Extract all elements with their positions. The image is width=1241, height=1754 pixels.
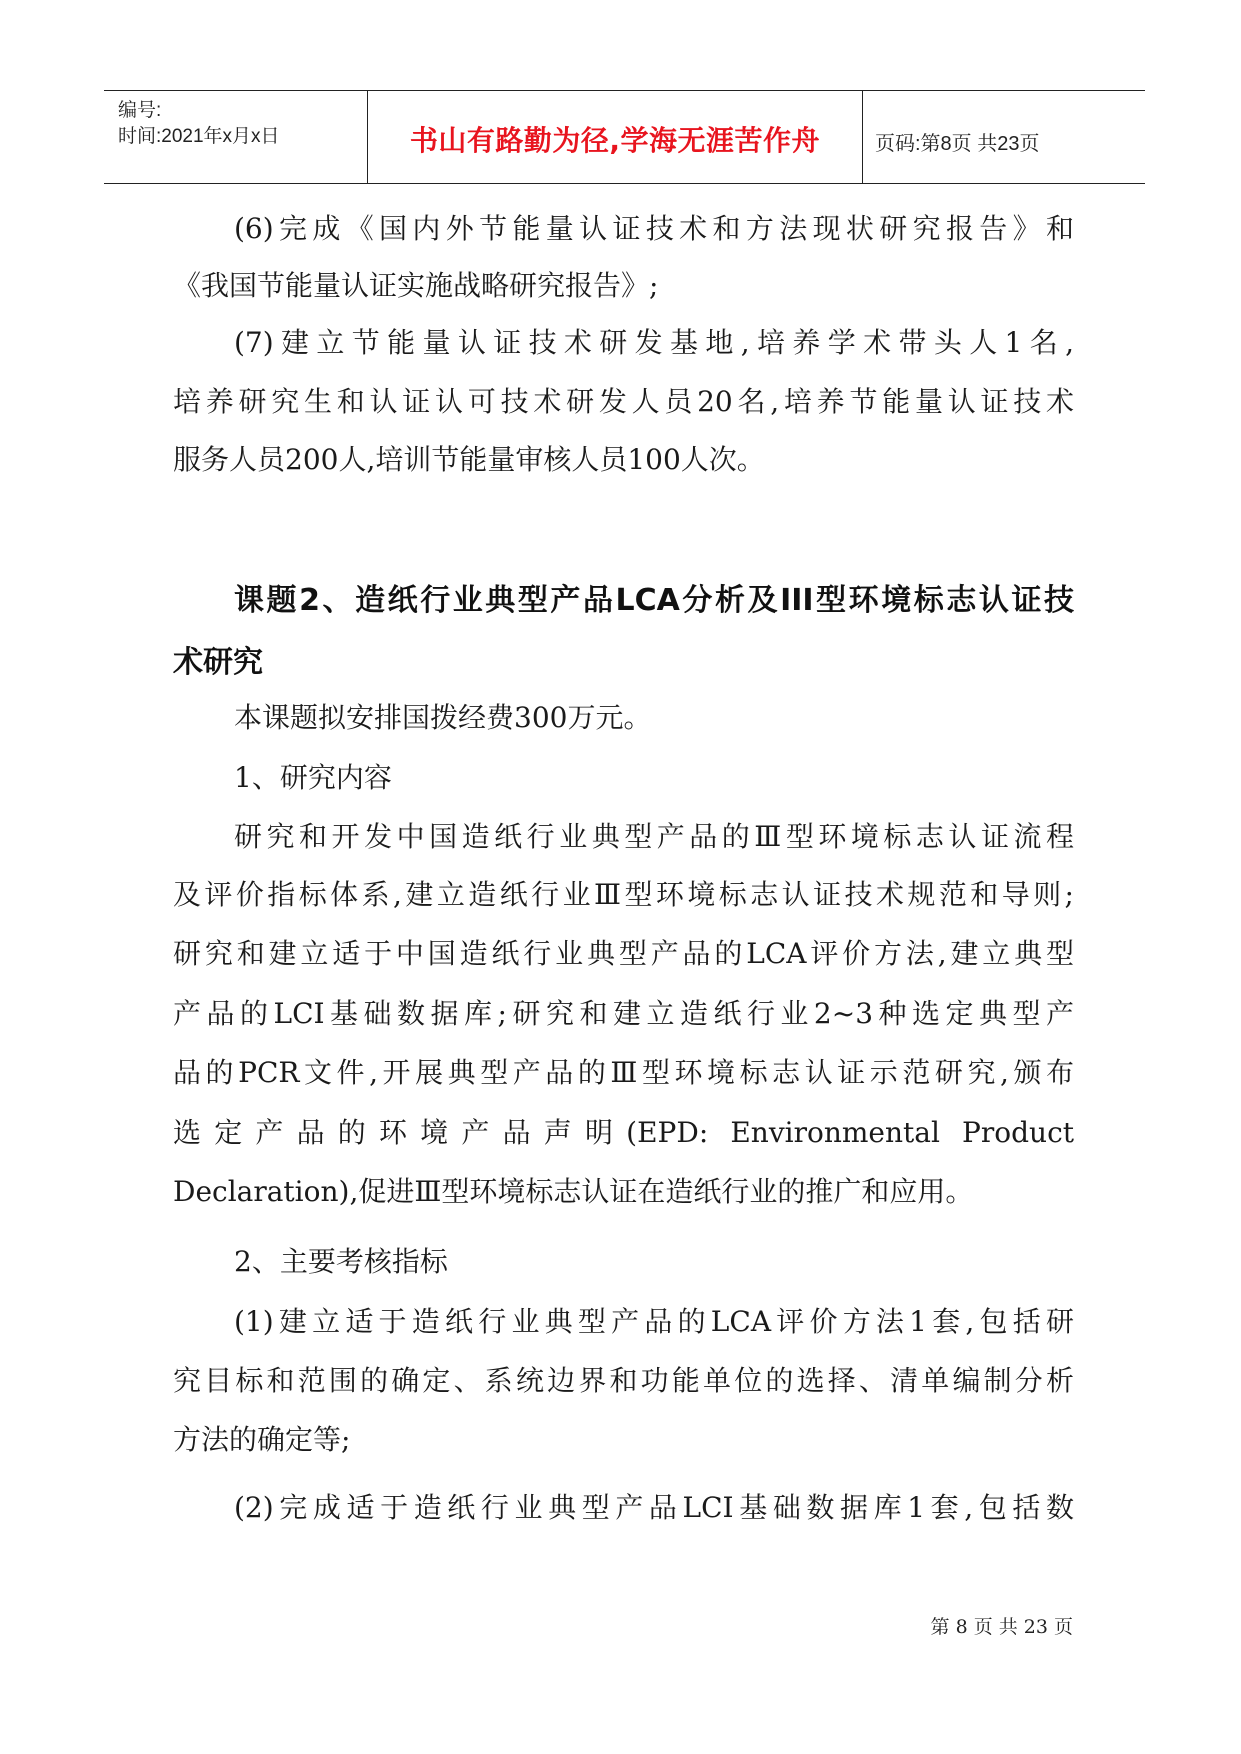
paragraph-line: 《我国节能量认证实施战略研究报告》; [173, 269, 659, 302]
subsection-title-key-indicators: 2、主要考核指标 [234, 1245, 448, 1278]
funding-text: 本课题拟安排国拨经费300万元。 [234, 701, 652, 734]
paragraph-line: 服务人员200人,培训节能量审核人员100人次。 [173, 443, 765, 476]
section-heading: 课题2、造纸行业典型产品LCA分析及III型环境标志认证技 [234, 583, 1074, 618]
paragraph-line: (1)建立适于造纸行业典型产品的LCA评价方法1套,包括研 [234, 1305, 1074, 1338]
header-middle-cell [368, 91, 863, 183]
page-footer: 第 8 页 共 23 页 [930, 1616, 1073, 1638]
paragraph-line: 及评价指标体系,建立造纸行业Ⅲ型环境标志认证技术规范和导则; [173, 878, 1074, 911]
header-motto: 书山有路勤为径,学海无涯苦作舟 [409, 124, 821, 157]
paragraph-line: 选定产品的环境产品声明(EPD: Environmental Product [173, 1116, 1074, 1149]
paragraph-line: 产品的LCI基础数据库;研究和建立造纸行业2~3种选定典型产 [173, 997, 1074, 1030]
paragraph-line: 研究和开发中国造纸行业典型产品的Ⅲ型环境标志认证流程 [234, 820, 1074, 853]
paragraph-line: 方法的确定等; [173, 1423, 351, 1456]
section-heading-continued: 术研究 [173, 645, 263, 680]
document-date-label: 时间:2021年x月x日 [118, 126, 280, 147]
paragraph-line: 品的PCR文件,开展典型产品的Ⅲ型环境标志认证示范研究,颁布 [173, 1056, 1074, 1089]
document-number-label: 编号: [118, 100, 162, 121]
paragraph-line: (6)完成《国内外节能量认证技术和方法现状研究报告》和 [234, 212, 1074, 245]
paragraph-line: 究目标和范围的确定、系统边界和功能单位的选择、清单编制分析 [173, 1364, 1074, 1397]
header-page-code: 页码:第8页 共23页 [875, 133, 1040, 155]
header-right-cell [863, 91, 1145, 183]
paragraph-line: (2)完成适于造纸行业典型产品LCI基础数据库1套,包括数 [234, 1491, 1074, 1524]
paragraph-line: Declaration),促进Ⅲ型环境标志认证在造纸行业的推广和应用。 [173, 1175, 974, 1208]
paragraph-line: 研究和建立适于中国造纸行业典型产品的LCA评价方法,建立典型 [173, 937, 1074, 970]
paragraph-line: 培养研究生和认证认可技术研发人员20名,培养节能量认证技术 [173, 385, 1074, 418]
paragraph-line: (7)建立节能量认证技术研发基地,培养学术带头人1名, [234, 326, 1074, 359]
document-header [104, 90, 1145, 184]
subsection-title-research-content: 1、研究内容 [234, 761, 392, 794]
header-left-cell [104, 91, 368, 183]
